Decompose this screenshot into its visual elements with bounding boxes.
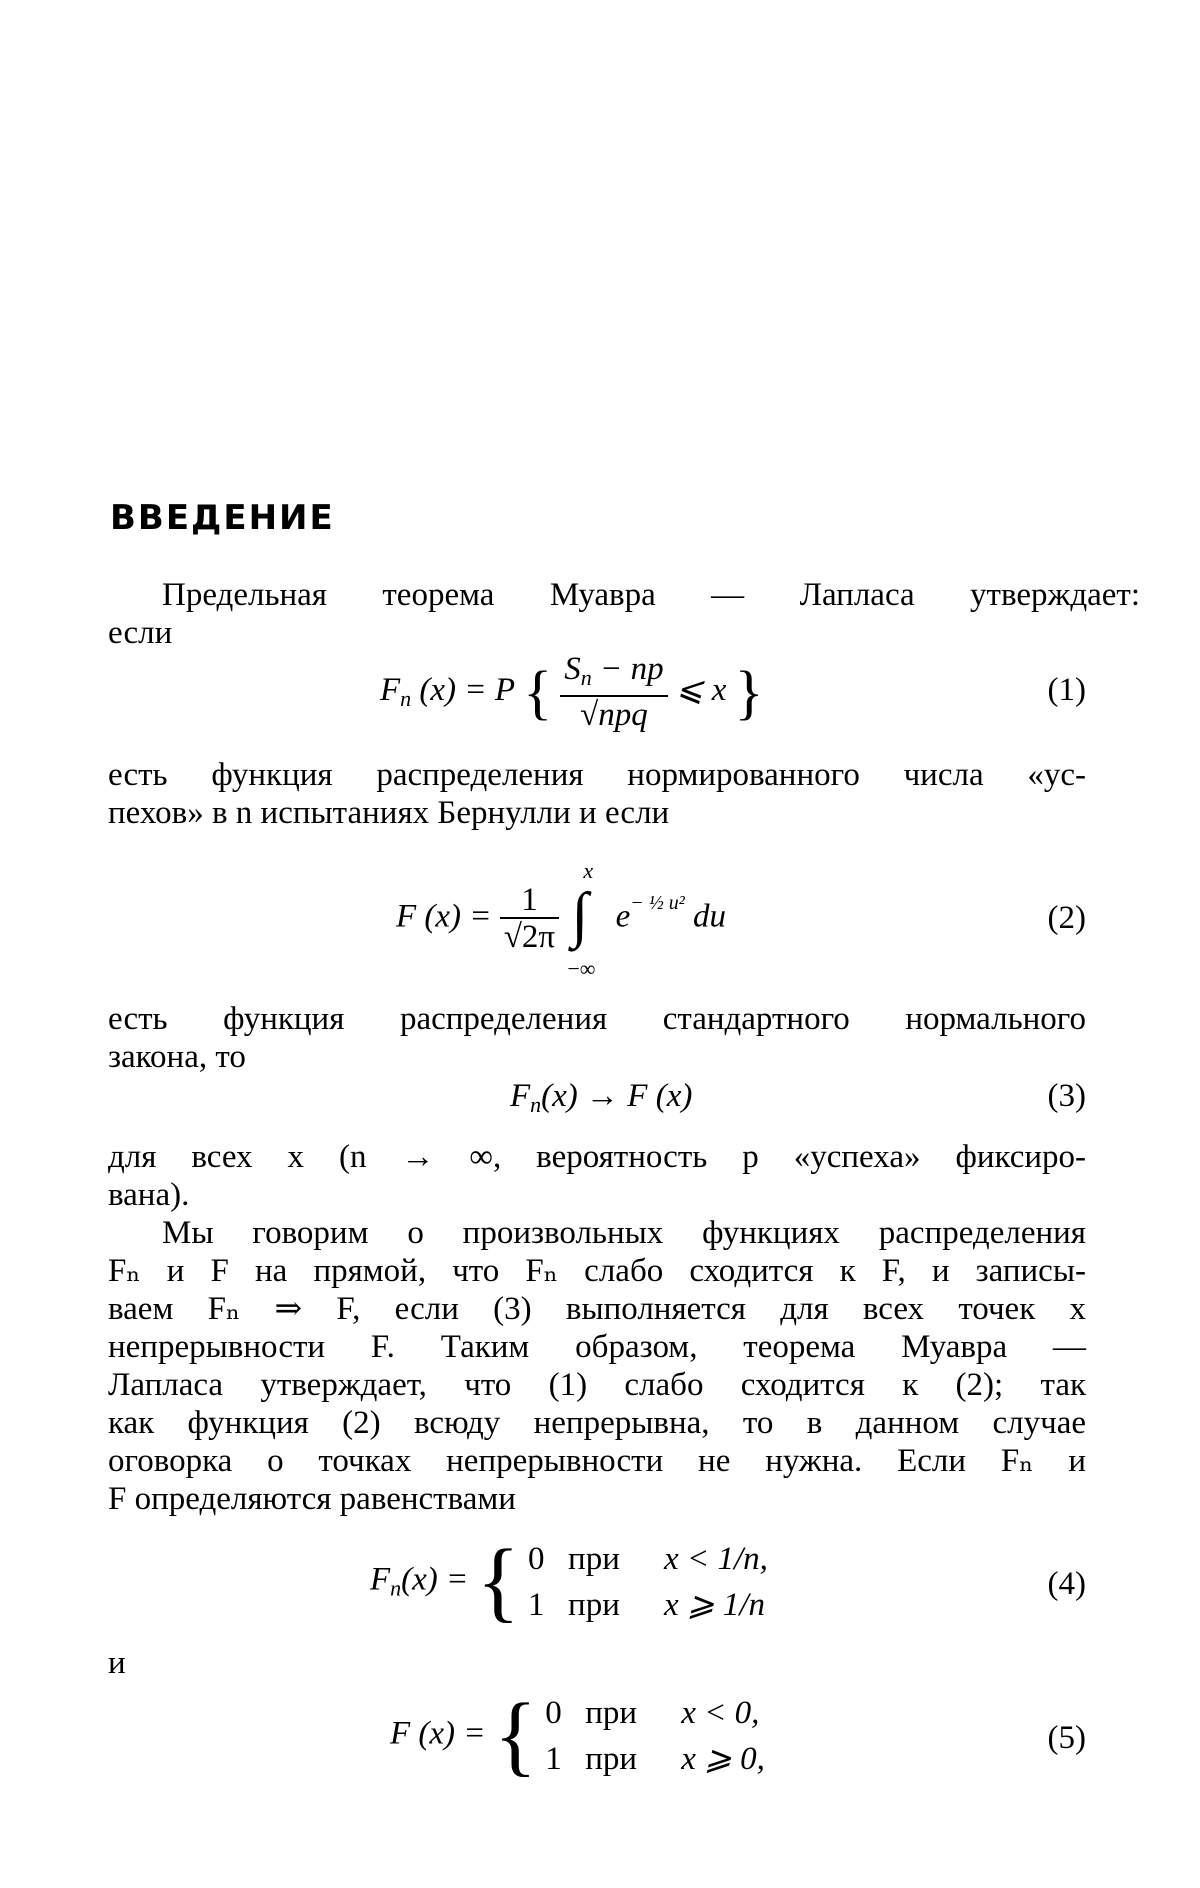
subscript: n — [390, 1575, 402, 1601]
numerator: $S_n$ − np — [560, 652, 667, 697]
equation-number: (2) — [1047, 900, 1086, 936]
symbol: F (x) = — [390, 1715, 486, 1752]
text-line: закона, то — [108, 1039, 246, 1075]
text-line: оговорка о точках непрерывности не нужна. Если Fₙ и — [108, 1443, 1086, 1479]
fraction — [500, 883, 559, 955]
case-row: 0 при x < 1/n, — [528, 1541, 768, 1577]
symbol: (x) = P — [419, 672, 515, 709]
paragraph-5 — [108, 1214, 1086, 1518]
text-line: если — [108, 615, 173, 651]
text-line: Лапласа утверждает, что (1) слабо сходится к (2); так — [108, 1367, 1086, 1403]
equation-2-body — [396, 858, 726, 981]
integral-sign: x ∫ −∞ — [567, 858, 596, 981]
equation-4 — [108, 1532, 1086, 1636]
fraction — [560, 652, 667, 733]
symbol: e — [615, 898, 631, 935]
equation-1 — [108, 652, 1086, 732]
equation-5 — [108, 1686, 1086, 1790]
lower-limit: −∞ — [567, 956, 596, 981]
text-line: Предельная теорема Муавра — Лапласа утверждает: — [162, 577, 1140, 613]
text-line: есть функция распределения стандартного нормального — [108, 1001, 1086, 1037]
conjunction-line — [108, 1644, 1086, 1682]
symbol: F — [370, 1561, 391, 1598]
case-row: 0 при x < 0, — [545, 1695, 760, 1731]
case-row: 1 при x ⩾ 0, — [545, 1741, 765, 1777]
symbol: F (x) = — [396, 898, 492, 935]
paragraph-2 — [108, 756, 1086, 832]
cases — [545, 1690, 765, 1782]
symbol: du — [693, 898, 726, 935]
text-line: вана). — [108, 1177, 190, 1213]
text-line: для всех x (n → ∞, вероятность p «успеха» фиксиро- — [108, 1139, 1086, 1175]
symbol: ⩽ x — [675, 672, 727, 709]
symbol: (x) = — [401, 1561, 469, 1598]
paragraph-intro — [108, 576, 1140, 652]
denominator: √npq — [580, 697, 648, 733]
subscript: n — [530, 1092, 542, 1117]
text-line: Мы говорим о произвольных функциях распределения — [162, 1215, 1086, 1251]
right-brace: } — [734, 659, 764, 726]
equation-1-body — [380, 652, 763, 733]
equation-2 — [108, 860, 1086, 980]
numerator: 1 — [500, 883, 559, 919]
equation-3 — [108, 1078, 1086, 1122]
paragraph-3 — [108, 1000, 1086, 1076]
symbol: (x) → F (x) — [541, 1078, 693, 1114]
equation-number: (3) — [1047, 1078, 1086, 1114]
left-brace: { — [476, 1532, 520, 1631]
equation-number: (4) — [1047, 1566, 1086, 1602]
section-heading: ВВЕДЕНИЕ — [110, 498, 335, 538]
text-line: есть функция распределения нормированного числа «ус- — [108, 757, 1086, 793]
text-line: непрерывности F. Таким образом, теорема Муавра — — [108, 1329, 1086, 1365]
left-brace: { — [523, 659, 553, 726]
text-line: F определяются равенствами — [108, 1481, 516, 1517]
denominator: √2π — [503, 919, 556, 955]
paragraph-4 — [108, 1138, 1086, 1214]
subscript: n — [400, 686, 412, 712]
symbol: F — [380, 672, 401, 709]
symbol: F — [510, 1078, 531, 1114]
text-line: пехов» в n испытаниях Бернулли и если — [108, 795, 670, 831]
left-brace: { — [493, 1686, 538, 1785]
exponent: − ½ u² — [630, 891, 685, 914]
text-line: Fₙ и F на прямой, что Fₙ слабо сходится к F, и записы- — [108, 1253, 1086, 1289]
equation-3-body — [510, 1078, 692, 1118]
text-line: как функция (2) всюду непрерывна, то в данном случае — [108, 1405, 1086, 1441]
text-line: ваем Fₙ ⇒ F, если (3) выполняется для всех точек x — [108, 1291, 1086, 1327]
equation-5-body — [390, 1686, 765, 1785]
cases — [528, 1536, 768, 1628]
equation-number: (1) — [1047, 672, 1086, 708]
case-row: 1 при x ⩾ 1/n — [528, 1587, 765, 1623]
equation-number: (5) — [1047, 1720, 1086, 1756]
upper-limit: x — [583, 858, 594, 883]
text-line: и — [108, 1645, 126, 1681]
equation-4-body — [370, 1532, 768, 1631]
